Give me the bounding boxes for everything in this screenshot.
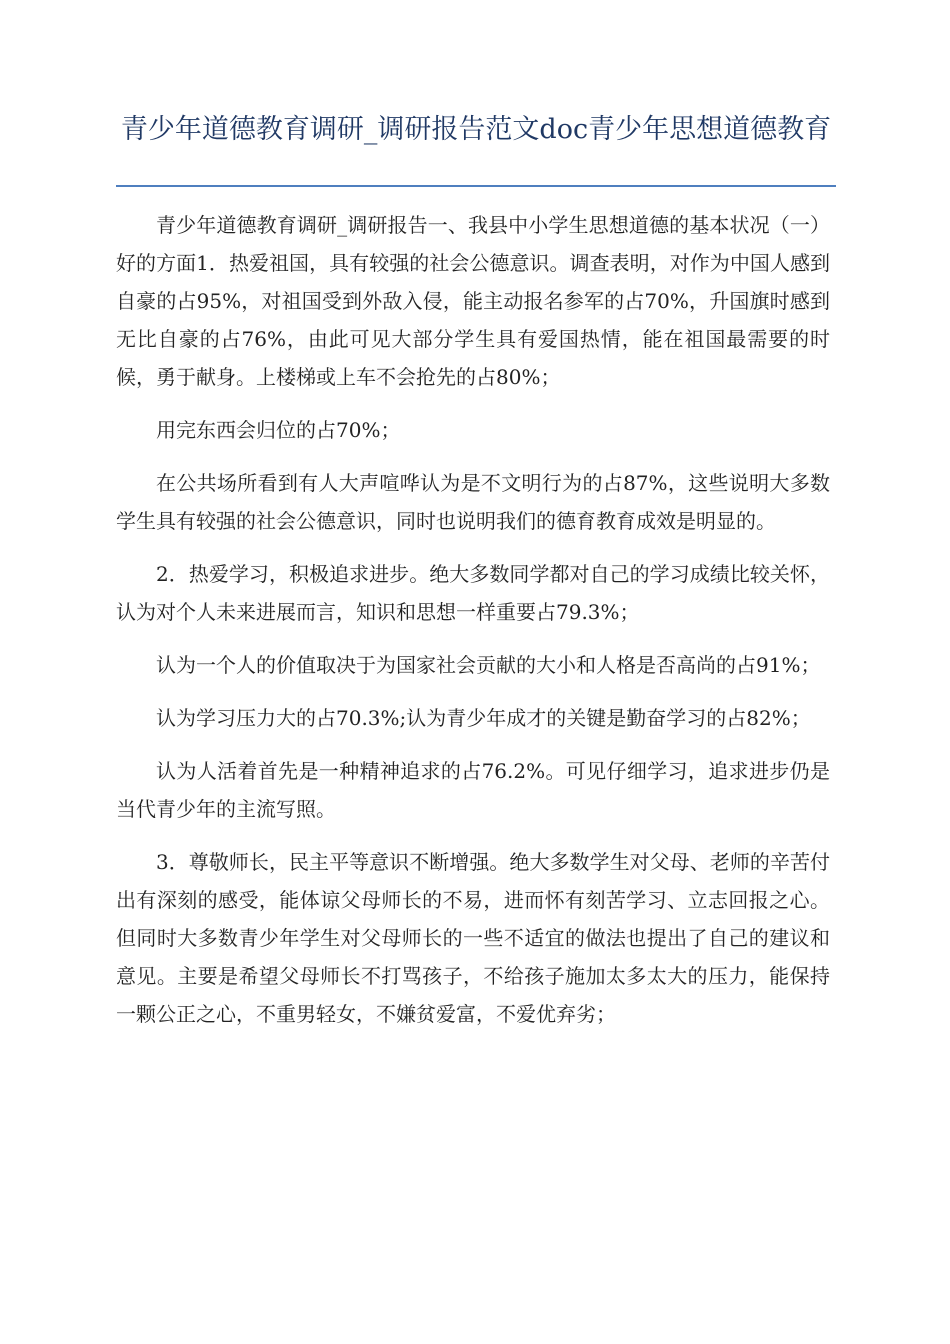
paragraph: 认为一个人的价值取决于为国家社会贡献的大小和人格是否高尚的占91%； bbox=[156, 653, 821, 677]
title-underline bbox=[116, 185, 836, 187]
paragraph: 在公共场所看到有人大声喧哗认为是不文明行为的占87%，这些说明大多数学生具有较强的社会公德意识，同时也说明我们的德育教育成效是明显的。 bbox=[116, 471, 830, 533]
paragraph: 青少年道德教育调研_调研报告一、我县中小学生思想道德的基本状况（一）好的方面1．热爱祖国，具有较强的社会公德意识。调查表明，对作为中国人感到自豪的占95%，对祖国受到外敌入侵，能主动报名参军的占70%，升国旗时感到无比自豪的占76%，由此可见大部分学生具有爱国热情，能在祖国最需要的时候，勇于献身。上楼梯或上车不会抢先的占80%； bbox=[116, 213, 830, 389]
paragraph: 3．尊敬师长，民主平等意识不断增强。绝大多数学生对父母、老师的辛苦付出有深刻的感受，能体谅父母师长的不易，进而怀有刻苦学习、立志回报之心。但同时大多数青少年学生对父母师长的一些不适宜的做法也提出了自己的建议和意见。主要是希望父母师长不打骂孩子，不给孩子施加太多太大的压力，能保持一颗公正之心，不重男轻女，不嫌贫爱富，不爱优弃劣； bbox=[116, 850, 830, 1026]
paragraph: 2．热爱学习，积极追求进步。绝大多数同学都对自己的学习成绩比较关怀，认为对个人未来进展而言，知识和思想一样重要占79.3%； bbox=[116, 562, 830, 624]
paragraph: 认为学习压力大的占70.3%;认为青少年成才的关键是勤奋学习的占82%； bbox=[156, 706, 811, 730]
document-body bbox=[116, 206, 830, 1048]
paragraph: 用完东西会归位的占70%； bbox=[156, 418, 401, 442]
paragraph: 认为人活着首先是一种精神追求的占76.2%。可见仔细学习，追求进步仍是当代青少年的主流写照。 bbox=[116, 759, 830, 821]
document-title: 青少年道德教育调研_调研报告范文doc青少年思想道德教育 bbox=[120, 114, 832, 145]
